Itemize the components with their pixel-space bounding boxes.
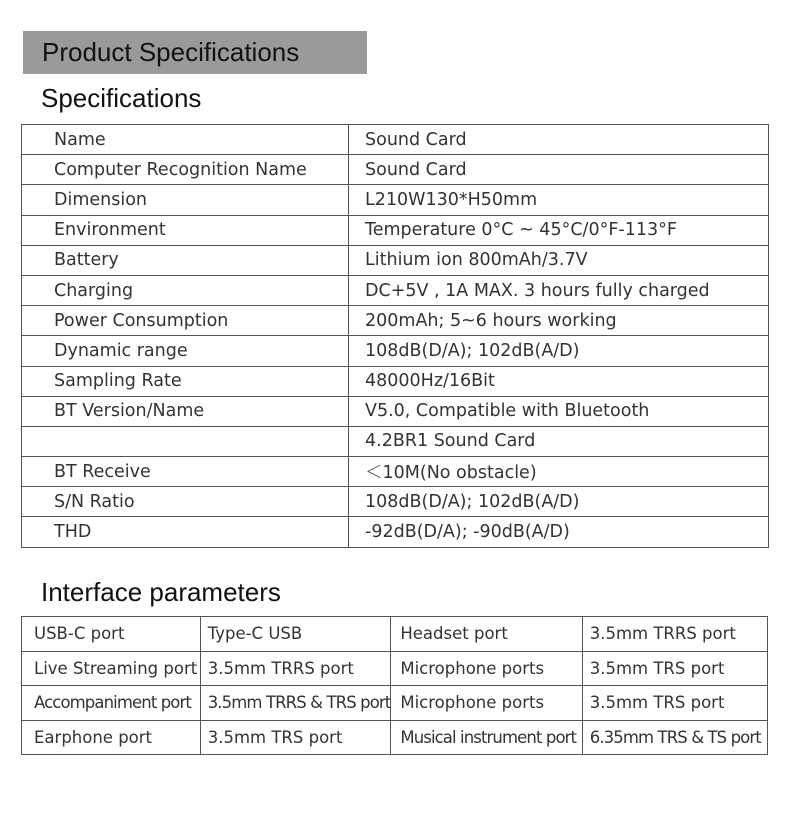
spec-name: Computer Recognition Name: [22, 155, 349, 185]
port-spec: 3.5mm TRS port: [200, 720, 391, 755]
spec-value: L210W130*H50mm: [349, 185, 769, 215]
product-specifications-banner: Product Specifications: [23, 31, 367, 74]
spec-name: S/N Ratio: [22, 487, 349, 517]
interface-parameters-table: [21, 616, 768, 755]
port-spec: 3.5mm TRS port: [582, 686, 767, 721]
spec-row: [22, 245, 769, 275]
spec-value: 48000Hz/16Bit: [349, 366, 769, 396]
interface-parameters-heading: Interface parameters: [41, 577, 281, 607]
port-name: Live Streaming port: [22, 651, 201, 686]
spec-name: BT Version/Name: [22, 396, 349, 426]
spec-name: Power Consumption: [22, 306, 349, 336]
spec-name: Environment: [22, 215, 349, 245]
spec-row: [22, 426, 769, 456]
spec-row: [22, 336, 769, 366]
spec-name: THD: [22, 517, 349, 547]
port-name: USB-C port: [22, 617, 201, 652]
port-spec: Type-C USB: [200, 617, 391, 652]
interface-row: [22, 651, 768, 686]
spec-row: [22, 396, 769, 426]
port-name: Microphone ports: [391, 651, 582, 686]
spec-row: [22, 517, 769, 547]
spec-name: Name: [22, 125, 349, 155]
port-spec: 6.35mm TRS & TS port: [582, 720, 767, 755]
port-name: Headset port: [391, 617, 582, 652]
spec-row: [22, 366, 769, 396]
specifications-table: [21, 124, 769, 548]
spec-row: [22, 125, 769, 155]
spec-value: Temperature 0°C ~ 45°C/0°F-113°F: [349, 215, 769, 245]
port-spec: 3.5mm TRRS port: [200, 651, 391, 686]
spec-value: Sound Card: [349, 125, 769, 155]
port-name: Accompaniment port: [22, 686, 201, 721]
spec-row: [22, 275, 769, 305]
interface-row: [22, 686, 768, 721]
interface-row: [22, 720, 768, 755]
spec-name: BT Receive: [22, 457, 349, 487]
spec-value: V5.0, Compatible with Bluetooth: [349, 396, 769, 426]
interface-row: [22, 617, 768, 652]
spec-value: 108dB(D/A); 102dB(A/D): [349, 336, 769, 366]
port-spec: 3.5mm TRRS & TRS port: [200, 686, 391, 721]
spec-value: -92dB(D/A); -90dB(A/D): [349, 517, 769, 547]
port-name: Musical instrument port: [391, 720, 582, 755]
spec-value: 108dB(D/A); 102dB(A/D): [349, 487, 769, 517]
spec-name: [22, 426, 349, 456]
spec-row: [22, 215, 769, 245]
port-name: Earphone port: [22, 720, 201, 755]
spec-row: [22, 185, 769, 215]
spec-name: Charging: [22, 275, 349, 305]
spec-value: DC+5V , 1A MAX. 3 hours fully charged: [349, 275, 769, 305]
port-spec: 3.5mm TRRS port: [582, 617, 767, 652]
spec-row: [22, 306, 769, 336]
spec-name: Dimension: [22, 185, 349, 215]
spec-value: Sound Card: [349, 155, 769, 185]
spec-name: Battery: [22, 245, 349, 275]
port-spec: 3.5mm TRS port: [582, 651, 767, 686]
port-name: Microphone ports: [391, 686, 582, 721]
specifications-heading: Specifications: [41, 83, 202, 113]
spec-value: 200mAh; 5~6 hours working: [349, 306, 769, 336]
spec-value: 4.2BR1 Sound Card: [349, 426, 769, 456]
spec-row: [22, 155, 769, 185]
spec-row: [22, 487, 769, 517]
spec-name: Sampling Rate: [22, 366, 349, 396]
spec-value: Lithium ion 800mAh/3.7V: [349, 245, 769, 275]
spec-name: Dynamic range: [22, 336, 349, 366]
spec-value: ＜10M(No obstacle): [349, 457, 769, 487]
spec-row: [22, 457, 769, 487]
